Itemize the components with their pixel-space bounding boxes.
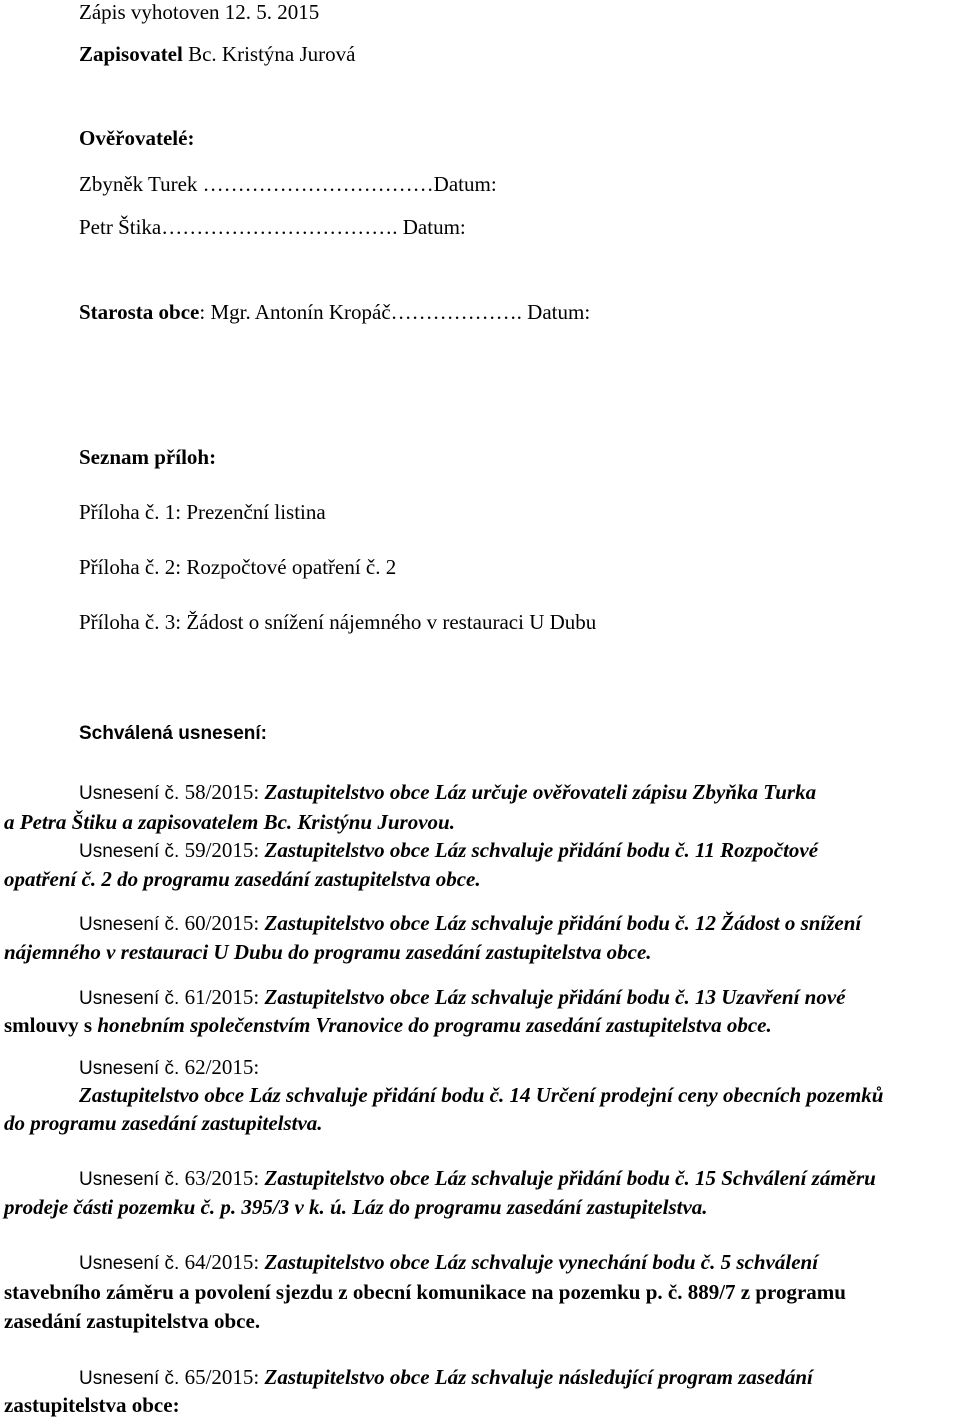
usneseni-58-line-1: [79, 780, 956, 806]
usneseni-59-text-1: Zastupitelstvo obce Láz schvaluje přidání bodu č. 11 Rozpočtové: [264, 838, 819, 862]
usneseni-61-num: 61/2015:: [179, 985, 265, 1009]
starosta-line: [79, 300, 590, 324]
usneseni-63-text-1: Zastupitelstvo obce Láz schvaluje přidání bodu č. 15 Schválení záměru: [264, 1166, 876, 1190]
priloha-1: Příloha č. 1: Prezenční listina: [79, 500, 326, 524]
zapisovatel-label: Zapisovatel: [79, 42, 183, 66]
usneseni-63-num: 63/2015:: [179, 1166, 265, 1190]
zapisovatel-line: [79, 42, 355, 66]
usneseni-61-text-2a: smlouvy s: [4, 1013, 98, 1037]
starosta-value: : Mgr. Antonín Kropáč………………. Datum:: [199, 300, 591, 324]
zapis-date: Zápis vyhotoven 12. 5. 2015: [79, 0, 320, 24]
usneseni-64-num: 64/2015:: [179, 1250, 265, 1274]
usneseni-58-num: 58/2015:: [179, 780, 265, 804]
usneseni-65-num: 65/2015:: [179, 1365, 265, 1389]
usneseni-58-line-2: a Petra Štiku a zapisovatelem Bc. Kristýnu Jurovou.: [4, 810, 455, 834]
usneseni-60-text-1: Zastupitelstvo obce Láz schvaluje přidání bodu č. 12 Žádost o snížení: [264, 911, 862, 935]
usneseni-58-label: Usnesení č.: [79, 783, 180, 804]
usneseni-59-label: Usnesení č.: [79, 841, 180, 862]
overovatel-line-1: Zbyněk Turek ……………………………Datum:: [79, 172, 497, 196]
overovatele-title: Ověřovatelé:: [79, 126, 195, 150]
usneseni-63-label: Usnesení č.: [79, 1169, 180, 1190]
usneseni-61-text-1: Zastupitelstvo obce Láz schvaluje přidání bodu č. 13 Uzavření nové: [264, 985, 846, 1009]
usneseni-60-num: 60/2015:: [179, 911, 265, 935]
usneseni-title: Schválená usnesení:: [79, 723, 267, 744]
usneseni-64-line-2: stavebního záměru a povolení sjezdu z obecní komunikace na pozemku p. č. 889/7 z programu: [4, 1280, 846, 1304]
usneseni-65-label: Usnesení č.: [79, 1368, 180, 1389]
usneseni-60-line-1: [79, 911, 956, 937]
usneseni-62-line-0: [79, 1055, 259, 1081]
usneseni-62-line-2: do programu zasedání zastupitelstva.: [4, 1111, 323, 1135]
usneseni-65-line-2: zastupitelstva obce:: [4, 1393, 180, 1417]
usneseni-65-text-1: Zastupitelstvo obce Láz schvaluje následující program zasedání: [264, 1365, 813, 1389]
prilohy-title: Seznam příloh:: [79, 445, 217, 469]
priloha-3: Příloha č. 3: Žádost o snížení nájemného v restauraci U Dubu: [79, 610, 597, 634]
usneseni-62-line-1: Zastupitelstvo obce Láz schvaluje přidání bodu č. 14 Určení prodejní ceny obecních pozemků: [79, 1083, 884, 1107]
usneseni-64-label: Usnesení č.: [79, 1253, 180, 1274]
usneseni-63-line-2: prodeje části pozemku č. p. 395/3 v k. ú. Láz do programu zasedání zastupitelstva.: [4, 1195, 708, 1219]
usneseni-58-text-1: Zastupitelstvo obce Láz určuje ověřovateli zápisu Zbyňka Turka: [264, 780, 817, 804]
starosta-label: Starosta obce: [79, 300, 200, 324]
usneseni-59-line-1: [79, 838, 956, 864]
usneseni-60-line-2: nájemného v restauraci U Dubu do programu zasedání zastupitelstva obce.: [4, 940, 652, 964]
usneseni-62-label: Usnesení č.: [79, 1058, 180, 1079]
overovatel-line-2: Petr Štika……………………………. Datum:: [79, 215, 466, 239]
usneseni-65-line-1: [79, 1365, 956, 1391]
usneseni-61-label: Usnesení č.: [79, 988, 180, 1009]
usneseni-62-num: 62/2015:: [179, 1055, 260, 1079]
priloha-2: Příloha č. 2: Rozpočtové opatření č. 2: [79, 555, 397, 579]
usneseni-60-label: Usnesení č.: [79, 914, 180, 935]
usneseni-64-line-3: zasedání zastupitelstva obce.: [4, 1309, 261, 1333]
zapisovatel-name: Bc. Kristýna Jurová: [182, 42, 356, 66]
usneseni-59-num: 59/2015:: [179, 838, 265, 862]
usneseni-59-line-2: opatření č. 2 do programu zasedání zastupitelstva obce.: [4, 867, 481, 891]
usneseni-61-line-1: [79, 985, 956, 1011]
usneseni-64-line-1: [79, 1250, 956, 1276]
usneseni-61-line-2: [4, 1013, 956, 1037]
usneseni-63-line-1: [79, 1166, 956, 1192]
usneseni-64-text-1: Zastupitelstvo obce Láz schvaluje vynechání bodu č. 5 schválení: [264, 1250, 819, 1274]
usneseni-61-text-2b: honebním společenstvím Vranovice do programu zasedání zastupitelstva obce.: [97, 1013, 772, 1037]
